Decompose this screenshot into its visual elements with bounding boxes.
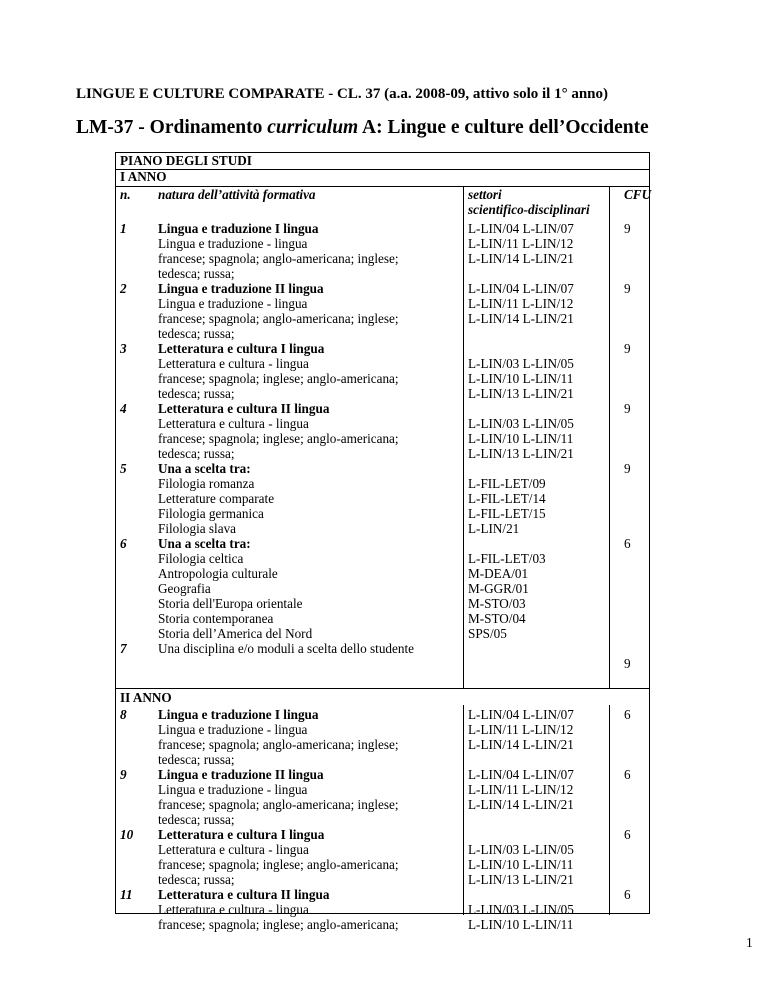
item-detail-line: Filologia celtica [158, 551, 244, 566]
item-number: 5 [120, 461, 127, 476]
item-number: 7 [120, 641, 127, 656]
item-detail-line: Filologia romanza [158, 476, 255, 491]
item-sector: M-STO/04 [468, 611, 526, 626]
item-sector: L-FIL-LET/14 [468, 491, 546, 506]
item-detail-line: francese; spagnola; inglese; anglo-americana; [158, 431, 399, 446]
title-suffix: A: Lingue e culture dell’Occidente [358, 117, 649, 138]
column-divider [463, 705, 464, 915]
item-detail-line: francese; spagnola; anglo-americana; inglese; [158, 797, 399, 812]
col-nature-header: natura dell’attività formativa [158, 187, 316, 202]
item-detail-line: tedesca; russa; [158, 872, 235, 887]
item-sector: M-DEA/01 [468, 566, 529, 581]
item-detail-line: Antropologia culturale [158, 566, 278, 581]
item-sector: L-LIN/10 L-LIN/11 [468, 917, 574, 932]
item-title: Lingua e traduzione I lingua [158, 221, 319, 236]
item-detail-line: francese; spagnola; anglo-americana; inglese; [158, 251, 399, 266]
item-number: 3 [120, 341, 127, 356]
item-sector: L-LIN/13 L-LIN/21 [468, 872, 574, 887]
year-1-label: I ANNO [120, 169, 167, 184]
item-sector: L-LIN/14 L-LIN/21 [468, 797, 574, 812]
item-sector: L-LIN/10 L-LIN/11 [468, 431, 574, 446]
item-title: Letteratura e cultura I lingua [158, 341, 325, 356]
item-sector: L-LIN/14 L-LIN/21 [468, 737, 574, 752]
column-divider [609, 705, 610, 915]
year-2-label: II ANNO [120, 690, 172, 705]
item-cfu: 6 [624, 887, 631, 902]
col-n-header: n. [120, 187, 131, 202]
item-cfu: 9 [624, 221, 631, 236]
title-italic: curriculum [267, 117, 359, 138]
plan-heading: PIANO DEGLI STUDI [120, 153, 252, 168]
item-sector: M-STO/03 [468, 596, 526, 611]
document-title [76, 117, 649, 139]
item-number: 1 [120, 221, 127, 236]
column-divider [463, 186, 464, 688]
item-cfu: 9 [624, 281, 631, 296]
item-sector: L-LIN/13 L-LIN/21 [468, 386, 574, 401]
item-detail-line: francese; spagnola; anglo-americana; inglese; [158, 737, 399, 752]
item-number: 8 [120, 707, 127, 722]
item-sector: L-LIN/11 L-LIN/12 [468, 782, 574, 797]
item-sector: L-LIN/10 L-LIN/11 [468, 371, 574, 386]
item-detail-line: tedesca; russa; [158, 752, 235, 767]
item-title: Una a scelta tra: [158, 461, 251, 476]
item-sector: L-LIN/11 L-LIN/12 [468, 296, 574, 311]
item-sector: L-LIN/03 L-LIN/05 [468, 842, 574, 857]
item-sector: L-LIN/04 L-LIN/07 [468, 281, 574, 296]
item-number: 4 [120, 401, 127, 416]
item-detail-line: tedesca; russa; [158, 446, 235, 461]
item-sector: L-FIL-LET/03 [468, 551, 546, 566]
item-title: Letteratura e cultura II lingua [158, 401, 330, 416]
item-sector: L-LIN/13 L-LIN/21 [468, 446, 574, 461]
item-sector: L-LIN/04 L-LIN/07 [468, 221, 574, 236]
item-detail-line: Lingua e traduzione - lingua [158, 782, 308, 797]
item-sector: M-GGR/01 [468, 581, 529, 596]
item-sector: SPS/05 [468, 626, 507, 641]
item-number: 11 [120, 887, 133, 902]
item-number: 6 [120, 536, 127, 551]
item-detail-line: Letteratura e cultura - lingua [158, 356, 309, 371]
item-detail-line: Filologia slava [158, 521, 237, 536]
item-number: 10 [120, 827, 134, 842]
column-divider [609, 186, 610, 688]
item-cfu: 6 [624, 536, 631, 551]
item-detail-line: francese; spagnola; inglese; anglo-americana; [158, 857, 399, 872]
item-detail-line: Letterature comparate [158, 491, 275, 506]
item-sector: L-LIN/04 L-LIN/07 [468, 707, 574, 722]
title-prefix: LM-37 - Ordinamento [76, 117, 268, 138]
item-sector: L-LIN/21 [468, 521, 520, 536]
item-detail-line: francese; spagnola; inglese; anglo-americana; [158, 371, 399, 386]
item-title: Lingua e traduzione II lingua [158, 281, 324, 296]
item-cfu: 9 [624, 461, 631, 476]
item-title: Lingua e traduzione I lingua [158, 707, 319, 722]
item-detail-line: tedesca; russa; [158, 812, 235, 827]
item-detail-line: Storia dell’America del Nord [158, 626, 313, 641]
item-sector: L-LIN/03 L-LIN/05 [468, 902, 574, 917]
item-sector: L-FIL-LET/09 [468, 476, 546, 491]
item-title: Letteratura e cultura I lingua [158, 827, 325, 842]
item-cfu: 9 [624, 401, 631, 416]
item-cfu: 9 [624, 656, 631, 671]
item-detail-line: tedesca; russa; [158, 386, 235, 401]
page-number: 1 [746, 935, 753, 950]
item-sector: L-LIN/11 L-LIN/12 [468, 236, 574, 251]
item-number: 2 [120, 281, 127, 296]
study-plan-table [115, 152, 652, 932]
item-detail-line: francese; spagnola; anglo-americana; inglese; [158, 311, 399, 326]
item-cfu: 9 [624, 341, 631, 356]
col-sectors-header-2: scientifico-disciplinari [468, 202, 590, 217]
item-sector: L-LIN/04 L-LIN/07 [468, 767, 574, 782]
item-sector: L-LIN/10 L-LIN/11 [468, 857, 574, 872]
item-detail-line: Lingua e traduzione - lingua [158, 722, 308, 737]
item-cfu: 6 [624, 827, 631, 842]
item-detail-line: tedesca; russa; [158, 326, 235, 341]
item-number: 9 [120, 767, 127, 782]
item-sector: L-LIN/14 L-LIN/21 [468, 311, 574, 326]
item-title: Letteratura e cultura II lingua [158, 887, 330, 902]
item-title: Una disciplina e/o moduli a scelta dello studente [158, 641, 414, 656]
item-cfu: 6 [624, 767, 631, 782]
item-sector: L-LIN/03 L-LIN/05 [468, 356, 574, 371]
row-divider [116, 169, 649, 170]
item-detail-line: tedesca; russa; [158, 266, 235, 281]
item-detail-line: Letteratura e cultura - lingua [158, 902, 309, 917]
item-detail-line: Geografia [158, 581, 211, 596]
item-detail-line: Letteratura e cultura - lingua [158, 842, 309, 857]
item-title: Una a scelta tra: [158, 536, 251, 551]
item-detail-line: Lingua e traduzione - lingua [158, 236, 308, 251]
item-sector: L-LIN/11 L-LIN/12 [468, 722, 574, 737]
item-sector: L-LIN/14 L-LIN/21 [468, 251, 574, 266]
item-detail-line: Letteratura e cultura - lingua [158, 416, 309, 431]
item-detail-line: Filologia germanica [158, 506, 264, 521]
item-detail-line: francese; spagnola; inglese; anglo-americana; [158, 917, 399, 932]
item-cfu: 6 [624, 707, 631, 722]
item-detail-line: Storia dell'Europa orientale [158, 596, 303, 611]
item-title: Lingua e traduzione II lingua [158, 767, 324, 782]
document-header: LINGUE E CULTURE COMPARATE - CL. 37 (a.a. 2008-09, attivo solo il 1° anno) [76, 86, 609, 102]
item-sector: L-LIN/03 L-LIN/05 [468, 416, 574, 431]
item-detail-line: Lingua e traduzione - lingua [158, 296, 308, 311]
col-sectors-header-1: settori [468, 187, 502, 202]
item-detail-line: Storia contemporanea [158, 611, 274, 626]
item-sector: L-FIL-LET/15 [468, 506, 546, 521]
col-cfu-header: CFU [624, 187, 652, 202]
row-divider [116, 688, 649, 689]
